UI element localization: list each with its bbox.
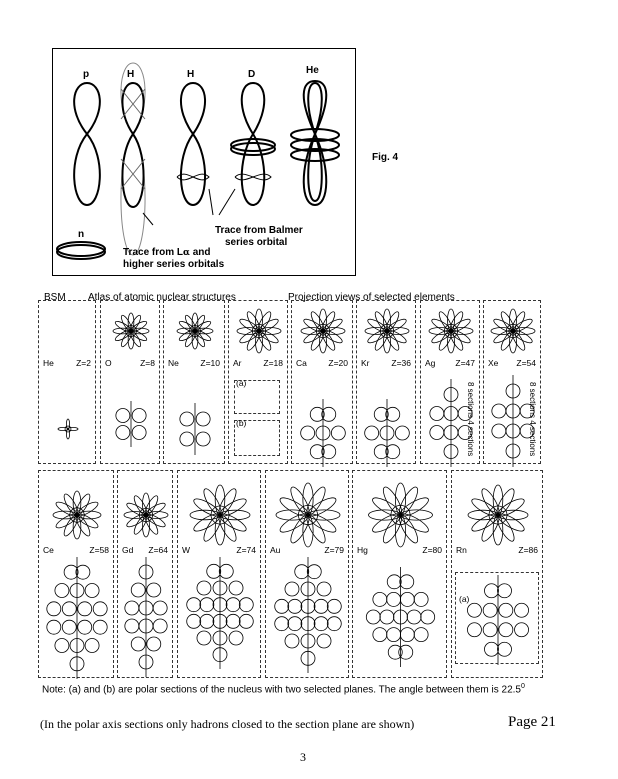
atomic-number: Z=36 — [391, 358, 411, 368]
equatorial-view-ca — [301, 399, 346, 467]
polar-view-hg — [369, 483, 433, 547]
atlas-note-text: Note: (a) and (b) are polar sections of the nucleus with two selected planes. The angle between them is 22.5 — [42, 684, 521, 696]
rn-section-a-label: (a) — [459, 594, 470, 604]
atomic-number: Z=2 — [76, 358, 91, 368]
element-cell-au — [265, 470, 349, 678]
label-d: D — [248, 69, 256, 80]
nucleus-drawing-he — [39, 301, 97, 465]
atomic-number: Z=64 — [148, 545, 168, 555]
footer-caption: (In the polar axis sections only hadrons closed to the section plane are shown) — [40, 717, 415, 731]
label-he: He — [306, 65, 319, 76]
polar-view-ca — [301, 309, 345, 353]
label-n: n — [78, 229, 85, 240]
element-cell-w — [177, 470, 261, 678]
atomic-number: Z=80 — [422, 545, 442, 555]
nucleus-drawing-w — [178, 471, 262, 679]
equatorial-view-au — [275, 557, 342, 673]
label-p: p — [83, 69, 90, 80]
atlas-subtitle: Projection views of selected elements — [288, 292, 455, 303]
trace-arrows — [143, 189, 235, 225]
page-number: 3 — [300, 750, 306, 764]
element-symbol: Ne — [168, 358, 179, 368]
element-symbol: Rn — [456, 545, 467, 555]
element-symbol: Ar — [233, 358, 242, 368]
page-label: Page 21 — [508, 714, 556, 730]
ar-section-b-label: (b) — [236, 418, 247, 428]
element-cell-ca — [291, 300, 353, 464]
element-cell-hg — [352, 470, 447, 678]
lyman-trace-line-2: higher series orbitals — [123, 259, 225, 270]
atomic-number: Z=54 — [516, 358, 536, 368]
polar-view-au — [276, 483, 340, 547]
nucleus-drawing-o — [101, 301, 161, 465]
atlas-title: Atlas of atomic nuclear structures — [88, 292, 236, 303]
polar-view-gd — [124, 493, 168, 537]
element-cell-gd — [117, 470, 173, 678]
polar-view-xe — [491, 309, 535, 353]
figure-4-panel — [52, 48, 356, 276]
deuteron-figure — [231, 83, 275, 205]
nucleus-drawing-kr — [357, 301, 417, 465]
nucleus-drawing-ne — [164, 301, 226, 465]
atomic-number: Z=79 — [324, 545, 344, 555]
helium-figure — [291, 81, 339, 205]
element-cell-he — [38, 300, 96, 464]
atlas-bsm-label: BSM — [44, 292, 66, 303]
element-symbol: Gd — [122, 545, 134, 555]
equatorial-view-ce — [47, 557, 107, 679]
equatorial-view-hg — [366, 567, 434, 667]
xe-sections-label: 8 sections 4 sections — [528, 382, 537, 457]
atomic-number: Z=10 — [200, 358, 220, 368]
element-cell-kr — [356, 300, 416, 464]
alpha-symbol: α — [183, 248, 190, 258]
nucleus-drawing-ce — [39, 471, 115, 679]
nucleus-drawing-hg — [353, 471, 448, 679]
polar-view-ag — [429, 309, 473, 353]
orbital-shapes-drawing — [53, 49, 357, 277]
element-cell-o — [100, 300, 160, 464]
equatorial-view-ne — [180, 403, 210, 455]
atomic-number: Z=58 — [89, 545, 109, 555]
atomic-number: Z=20 — [328, 358, 348, 368]
element-symbol: Hg — [357, 545, 368, 555]
equatorial-view-gd — [125, 557, 167, 677]
balmer-trace-line-2: series orbital — [225, 237, 288, 248]
proton-figure-eight — [74, 83, 100, 205]
polar-view-ar — [237, 309, 281, 353]
degree-superscript: 0 — [520, 683, 525, 690]
lyman-trace-text: Trace from L — [123, 247, 184, 258]
lyman-trace-line-1 — [123, 247, 224, 259]
atomic-number: Z=86 — [518, 545, 538, 555]
element-symbol: Ca — [296, 358, 307, 368]
polar-view-kr — [365, 309, 409, 353]
element-cell-ne — [163, 300, 225, 464]
equatorial-view-kr — [365, 399, 410, 467]
label-h-2: H — [187, 69, 195, 80]
hydrogen-figure-eight — [177, 83, 209, 205]
label-h-1: H — [127, 69, 135, 80]
element-symbol: O — [105, 358, 112, 368]
equatorial-view-o — [116, 401, 146, 447]
lyman-trace-and: and — [189, 247, 211, 258]
polar-view-ne — [177, 313, 213, 349]
element-symbol: W — [182, 545, 191, 555]
equatorial-view-he — [58, 419, 78, 439]
ag-sections-label: 8 sections 4 sections — [466, 382, 475, 457]
element-symbol: Kr — [361, 358, 370, 368]
element-symbol: Au — [270, 545, 281, 555]
ar-section-a-label: (a) — [236, 378, 247, 388]
neutron-ring — [57, 242, 105, 259]
element-cell-ce — [38, 470, 114, 678]
atomic-number: Z=74 — [236, 545, 256, 555]
lyman-trace-label — [123, 247, 224, 271]
hydrogen-trace-figure — [121, 63, 145, 255]
equatorial-view-w — [187, 557, 254, 669]
polar-view-ce — [53, 491, 101, 539]
element-symbol: Ce — [43, 545, 54, 555]
atlas-note — [42, 683, 525, 695]
nucleus-drawing-ca — [292, 301, 354, 465]
rn-section-a-box — [455, 572, 539, 664]
balmer-trace-line-1: Trace from Balmer — [215, 225, 303, 236]
element-symbol: He — [43, 358, 54, 368]
atomic-number: Z=47 — [455, 358, 475, 368]
element-symbol: Xe — [488, 358, 499, 368]
balmer-trace-label — [215, 225, 303, 249]
figure-caption: Fig. 4 — [372, 152, 399, 163]
atomic-number: Z=8 — [140, 358, 155, 368]
polar-view-rn — [468, 485, 528, 545]
polar-view-o — [113, 313, 149, 349]
atomic-number: Z=18 — [263, 358, 283, 368]
nucleus-drawing-au — [266, 471, 350, 679]
polar-view-w — [190, 485, 250, 545]
nucleus-drawing-gd — [118, 471, 174, 679]
element-symbol: Ag — [425, 358, 436, 368]
